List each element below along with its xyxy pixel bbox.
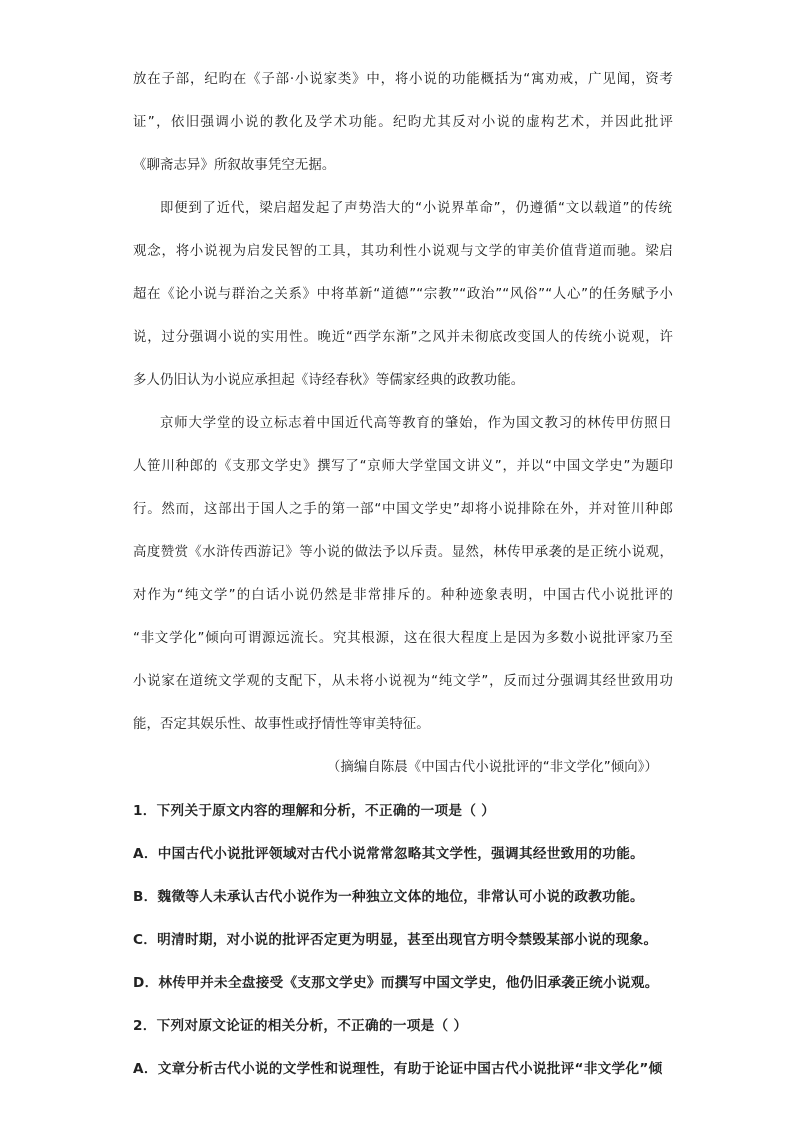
question-1-stem: 1．下列关于原文内容的理解和分析，不正确的一项是（ ） bbox=[133, 803, 496, 819]
passage-p2-line: 说，过分强调小说的实用性。晚近“西学东渐”之风并未彻底改变国人的传统小说观，许 bbox=[133, 330, 673, 345]
passage-p3-line: 京师大学堂的设立标志着中国近代高等教育的肇始，作为国文教习的林传甲仿照日 bbox=[160, 416, 672, 431]
passage-p3-line: “非文学化”倾向可谓源远流长。究其根源，这在很大程度上是因为多数小说批评家乃至 bbox=[133, 631, 673, 646]
question-2-stem: 2．下列对原文论证的相关分析，不正确的一项是（ ） bbox=[133, 1018, 468, 1034]
question-1-option-c: C．明清时期，对小说的批评否定更为明显，甚至出现官方明令禁毁某部小说的现象。 bbox=[133, 932, 658, 948]
passage-p3-line: 对作为“纯文学”的白话小说仍然是非常排斥的。种种迹象表明，中国古代小说批评的 bbox=[133, 588, 673, 603]
passage-p2-line: 即便到了近代，梁启超发起了声势浩大的“小说界革命”，仍遵循“文以载道”的传统 bbox=[160, 201, 672, 216]
passage-p2-line: 超在《论小说与群治之关系》中将革新“道德”“宗教”“政治”“风俗”“人心”的任务赋予小 bbox=[133, 287, 673, 302]
passage-p1-line: 《聊斋志异》所叙故事凭空无据。 bbox=[133, 158, 336, 173]
passage-p3-line: 小说家在道统文学观的支配下，从未将小说视为“纯文学”，反而过分强调其经世致用功 bbox=[133, 674, 673, 689]
question-2-option-a: A．文章分析古代小说的文学性和说理性，有助于论证中国古代小说批评“非文学化”倾 bbox=[133, 1061, 663, 1077]
passage-p1-line: 放在子部，纪昀在《子部·小说家类》中，将小说的功能概括为“寓劝戒，广见闻，资考 bbox=[133, 72, 673, 87]
passage-p3-line: 高度赞赏《水浒传西游记》等小说的做法予以斥责。显然，林传甲承袭的是正统小说观， bbox=[133, 545, 673, 560]
passage-p2-line: 观念，将小说视为启发民智的工具，其功利性小说观与文学的审美价值背道而驰。梁启 bbox=[133, 244, 673, 259]
question-1-option-a: A．中国古代小说批评领域对古代小说常常忽略其文学性，强调其经世致用的功能。 bbox=[133, 846, 644, 862]
question-1-option-d: D．林传甲并未全盘接受《支那文学史》而撰写中国文学史，他仍旧承袭正统小说观。 bbox=[133, 975, 659, 991]
passage-p1-line: 证”，依旧强调小说的教化及学术功能。纪昀尤其反对小说的虚构艺术，并因此批评 bbox=[133, 115, 673, 130]
question-1-option-b: B．魏徵等人未承认古代小说作为一种独立文体的地位，非常认可小说的政教功能。 bbox=[133, 889, 644, 905]
passage-p3-line: 行。然而，这部出于国人之手的第一部“中国文学史”却将小说排除在外，并对笹川种郎 bbox=[133, 502, 673, 517]
passage-p3-line: 能，否定其娱乐性、故事性或抒情性等审美特征。 bbox=[133, 717, 430, 732]
passage-source: （摘编自陈晨《中国古代小说批评的“非文学化”倾向》） bbox=[326, 760, 658, 775]
passage-p2-line: 多人仍旧认为小说应承担起《诗经春秋》等儒家经典的政教功能。 bbox=[133, 373, 525, 388]
passage-p3-line: 人笹川种郎的《支那文学史》撰写了“京师大学堂国文讲义”，并以“中国文学史”为题印 bbox=[133, 459, 673, 474]
